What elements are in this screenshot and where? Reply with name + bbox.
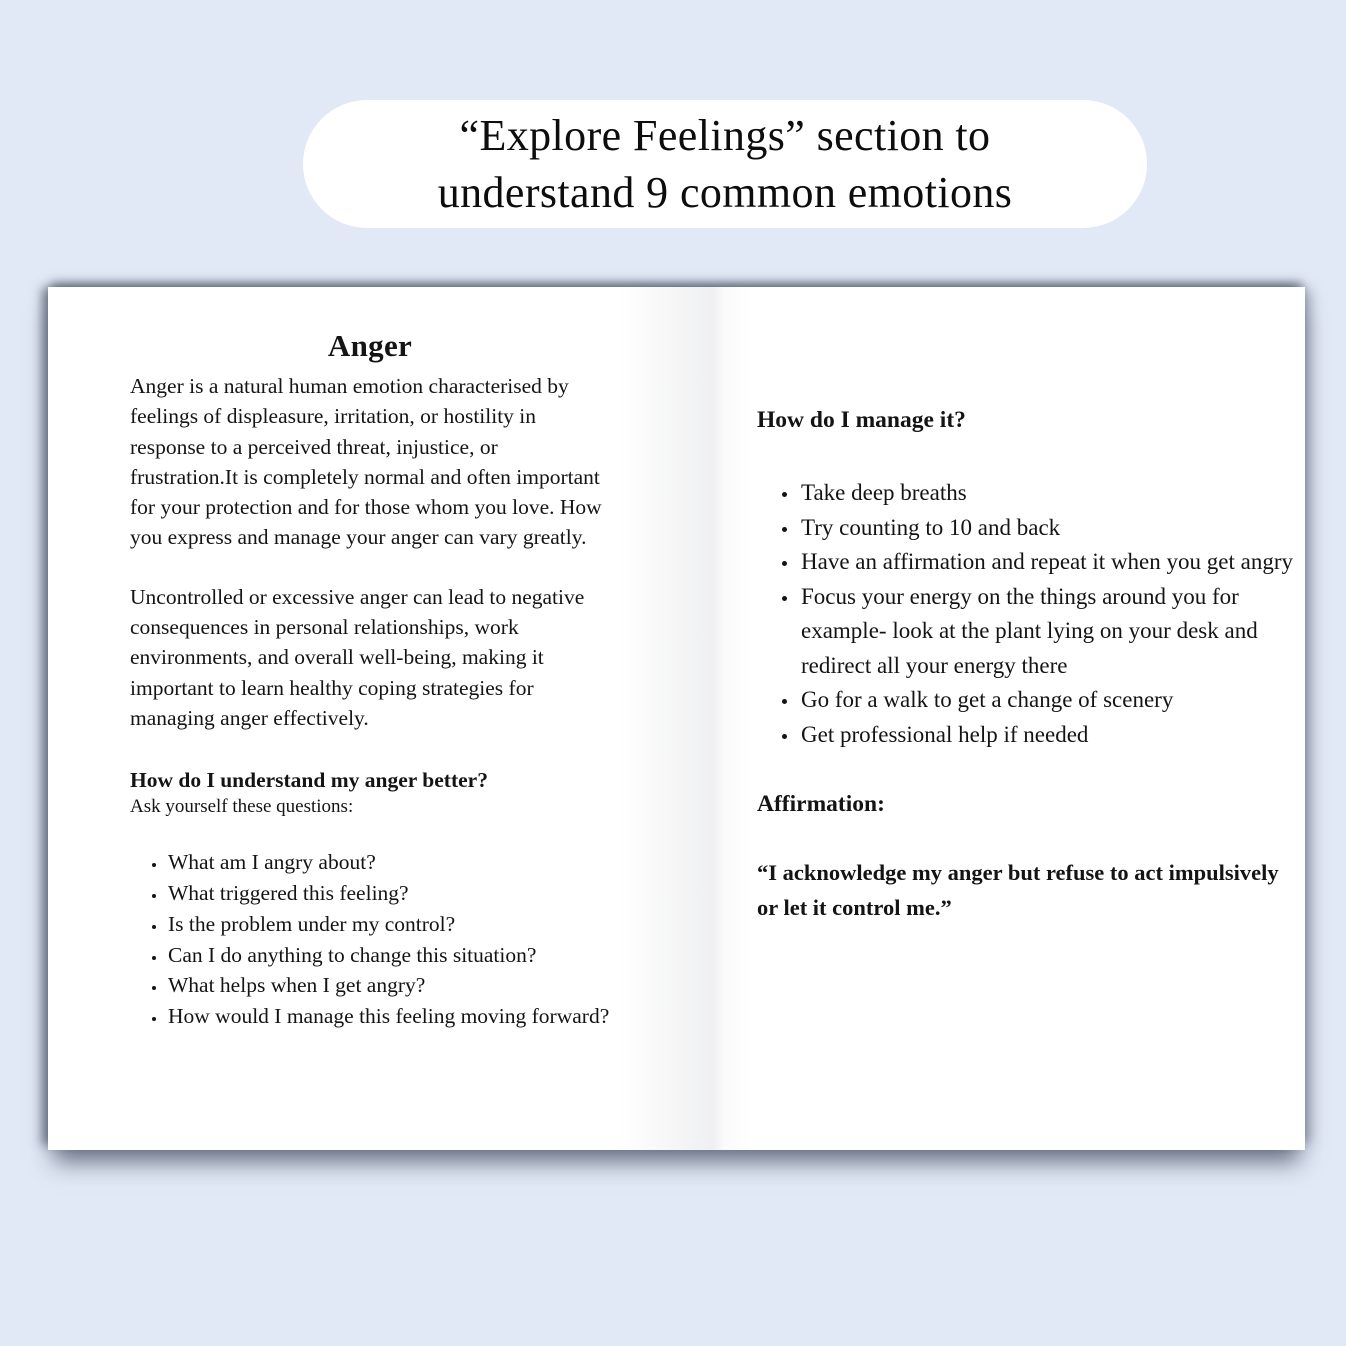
consequences-paragraph: Uncontrolled or excessive anger can lead to negative consequences in personal relationships, work environments, and overall well-being, making it important to learn healthy coping strategies for managing anger effectively.: [130, 584, 585, 730]
left-page: [48, 287, 680, 1150]
tips-list: [757, 476, 1301, 752]
list-item: • What triggered this feeling?: [167, 878, 610, 909]
list-item: • What helps when I get angry?: [167, 970, 610, 1001]
list-item: • Try counting to 10 and back: [799, 511, 1301, 546]
banner: [303, 100, 1147, 228]
list-item: • Get professional help if needed: [799, 718, 1301, 753]
banner-title-line2: understand 9 common emotions: [437, 168, 1013, 217]
list-item: • Focus your energy on the things around you for example- look at the plant lying on your desk and redirect all your energy there: [799, 580, 1301, 684]
banner-title-line1: “Explore Feelings” section to: [459, 111, 991, 160]
list-item: • Have an affirmation and repeat it when you get angry: [799, 545, 1301, 580]
list-item: • How would I manage this feeling moving forward?: [167, 1001, 610, 1032]
list-item: • Go for a walk to get a change of scenery: [799, 683, 1301, 718]
list-item: • Is the problem under my control?: [167, 909, 610, 940]
affirmation-quote: “I acknowledge my anger but refuse to act impulsively or let it control me.”: [757, 860, 1279, 920]
page-title: Anger: [327, 328, 413, 363]
intro-paragraph: Anger is a natural human emotion characterised by feelings of displeasure, irritation, or hostility in response to a perceived threat, injustice, or frustration.It is completely normal and often important for your protection and for those whom you love. How you express and manage your anger can vary greatly.: [130, 374, 602, 550]
manage-heading: How do I manage it?: [757, 407, 966, 433]
book-spread: [48, 287, 1305, 1150]
understand-heading: How do I understand my anger better?: [130, 768, 488, 793]
list-item: • What am I angry about?: [167, 847, 610, 878]
list-item: • Take deep breaths: [799, 476, 1301, 511]
affirmation-heading: Affirmation:: [757, 791, 885, 817]
right-page: [680, 287, 1305, 1150]
list-item: • Can I do anything to change this situation?: [167, 940, 610, 971]
questions-list: [130, 847, 610, 1032]
questions-note: Ask yourself these questions:: [130, 796, 354, 818]
